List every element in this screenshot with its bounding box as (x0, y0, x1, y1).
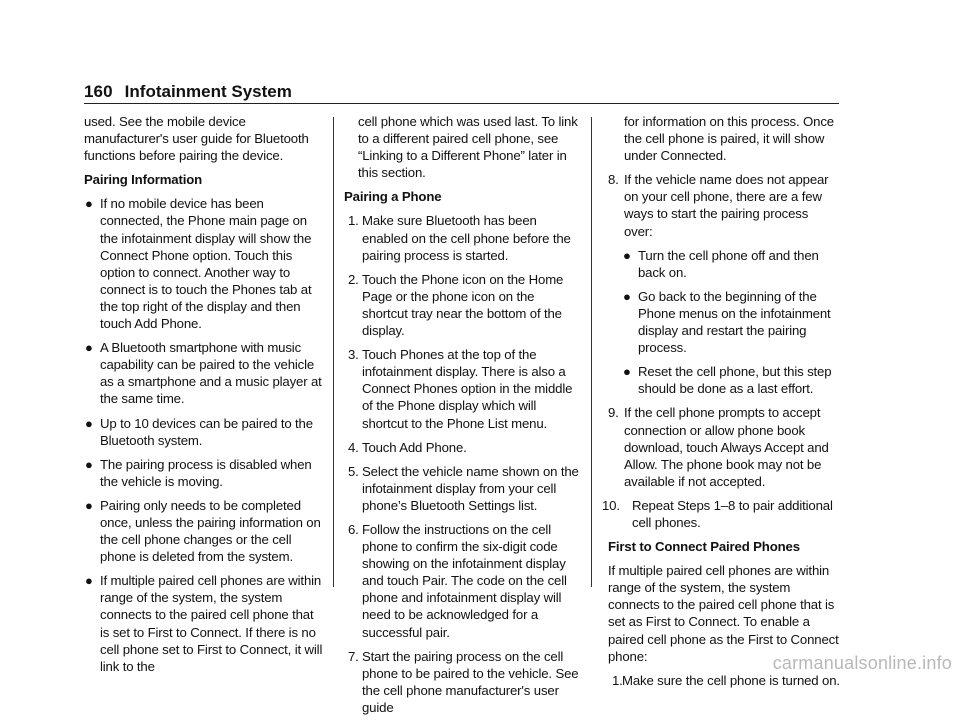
list-item (602, 247, 840, 281)
list-item (84, 572, 324, 675)
bullet-icon: ● (623, 247, 631, 263)
list-item-text: The pairing process is disabled when the vehicle is moving. (100, 456, 312, 489)
page-number: 160 (84, 82, 113, 101)
step-text: Repeat Steps 1–8 to pair additional cell phones. (632, 497, 833, 530)
step-text: Select the vehicle name shown on the infotainment display from your cell phone’s Bluetooth Settings list. (362, 463, 579, 513)
subheading-pairing-information: Pairing Information (84, 172, 203, 188)
list-item (602, 171, 840, 239)
list-item-text: If no mobile device has been connected, the Phone main page on the infotainment display will show the Connect Phone option. Touch this option to connect. Another way to connect is to touch the Phones tab at the top right of the display and then touch Add Phone. (100, 196, 312, 332)
column-3 (602, 113, 840, 696)
step-number: 2. (348, 271, 359, 287)
list-item (84, 497, 324, 565)
list-item (84, 415, 324, 449)
bullet-icon: ● (85, 415, 93, 431)
list-item (344, 521, 579, 641)
step-number: 8. (608, 172, 619, 188)
list-item (344, 439, 579, 456)
step-text: If the cell phone prompts to accept connection or allow phone book download, touch Always Accept and Allow. The phone book may not be available if not accepted. (624, 405, 829, 489)
list-item (344, 648, 579, 716)
step-text: If the vehicle name does not appear on your cell phone, there are a few ways to start the pairing process over: (624, 172, 829, 239)
first-to-connect-paragraph: If multiple paired cell phones are within range of the system, the system connects to the paired cell phone that is set as First to Connect. To enable a paired cell phone as the First to Connect phone: (608, 563, 839, 664)
step-number: 10. (602, 497, 620, 513)
step-number: 5. (348, 463, 359, 479)
column-divider-2 (591, 117, 592, 587)
list-item-text: If multiple paired cell phones are within range of the system, the system connects to the paired cell phone that is set to First to Connect. If there is no cell phone set to First to Connect, it will link to the (100, 573, 323, 674)
list-item-text: Turn the cell phone off and then back on. (638, 247, 819, 280)
step-number: 3. (348, 347, 359, 363)
list-item-text: Pairing only needs to be completed once, unless the pairing information on the cell phone changes or the cell phone is deleted from the system. (100, 497, 321, 565)
bullet-icon: ● (85, 497, 93, 513)
page-header (84, 82, 840, 102)
intro-paragraph: used. See the mobile device manufacturer's user guide for Bluetooth functions before pairing the device. (84, 114, 309, 164)
bullet-icon: ● (85, 456, 93, 472)
step-number: 9. (608, 405, 619, 421)
watermark: carmanualsonline.info (772, 653, 952, 673)
list-item (344, 212, 579, 263)
list-item (602, 288, 840, 356)
step-number: 1. (612, 672, 623, 688)
bullet-icon: ● (85, 340, 93, 356)
step-number: 7. (348, 648, 359, 664)
step-number: 1. (348, 213, 359, 229)
list-item (602, 497, 840, 531)
subheading-first-to-connect: First to Connect Paired Phones (608, 539, 800, 555)
list-item-text: Go back to the beginning of the Phone menus on the infotainment display and restart the pairing process. (638, 288, 831, 356)
list-item (602, 672, 840, 689)
list-item (344, 463, 579, 514)
section-title: Infotainment System (124, 82, 292, 101)
step-text: Make sure Bluetooth has been enabled on the cell phone before the pairing process is started. (362, 213, 571, 263)
step-text: Start the pairing process on the cell phone to be paired to the vehicle. See the cell phone manufacturer's user guide (362, 648, 579, 715)
step-text: Follow the instructions on the cell phone to confirm the six-digit code showing on the infotainment display and touch Pair. The code on the cell phone and infotainment display will need to be acknowledged for a successful pair. (362, 521, 567, 640)
continued-paragraph: for information on this process. Once the cell phone is paired, it will show under Connected. (624, 114, 834, 164)
step-text: Touch Phones at the top of the infotainment display. There is also a Connect Phones option in the middle of the Phone display which will shortcut to the Phone List menu. (362, 347, 573, 431)
list-item (344, 271, 579, 339)
list-item (84, 456, 324, 490)
header-rule (84, 103, 839, 104)
bullet-icon: ● (85, 573, 93, 589)
column-divider-1 (333, 117, 334, 587)
list-item (84, 195, 324, 332)
list-item (602, 404, 840, 489)
bullet-icon: ● (85, 196, 93, 212)
list-item (602, 363, 840, 397)
list-item-text: Up to 10 devices can be paired to the Bluetooth system. (100, 415, 313, 448)
list-item-text: A Bluetooth smartphone with music capability can be paired to the vehicle as a smartphone and a music player at the same time. (100, 340, 322, 407)
step-text: Touch Add Phone. (362, 439, 467, 455)
step-number: 4. (348, 439, 359, 455)
list-item-text: Reset the cell phone, but this step should be done as a last effort. (638, 364, 832, 397)
step-text: Touch the Phone icon on the Home Page or the phone icon on the shortcut tray near the bottom of the display. (362, 271, 564, 339)
list-item (344, 346, 579, 431)
step-number: 6. (348, 521, 359, 537)
continued-paragraph: cell phone which was used last. To link to a different paired cell phone, see “Linking to a Different Phone” later in this section. (358, 114, 578, 181)
subheading-pairing-a-phone: Pairing a Phone (344, 189, 442, 205)
step-text: Make sure the cell phone is turned on. (622, 672, 840, 688)
list-item (84, 339, 324, 407)
bullet-icon: ● (623, 364, 631, 380)
column-1 (84, 113, 324, 682)
bullet-icon: ● (623, 288, 631, 304)
column-2 (344, 113, 579, 723)
